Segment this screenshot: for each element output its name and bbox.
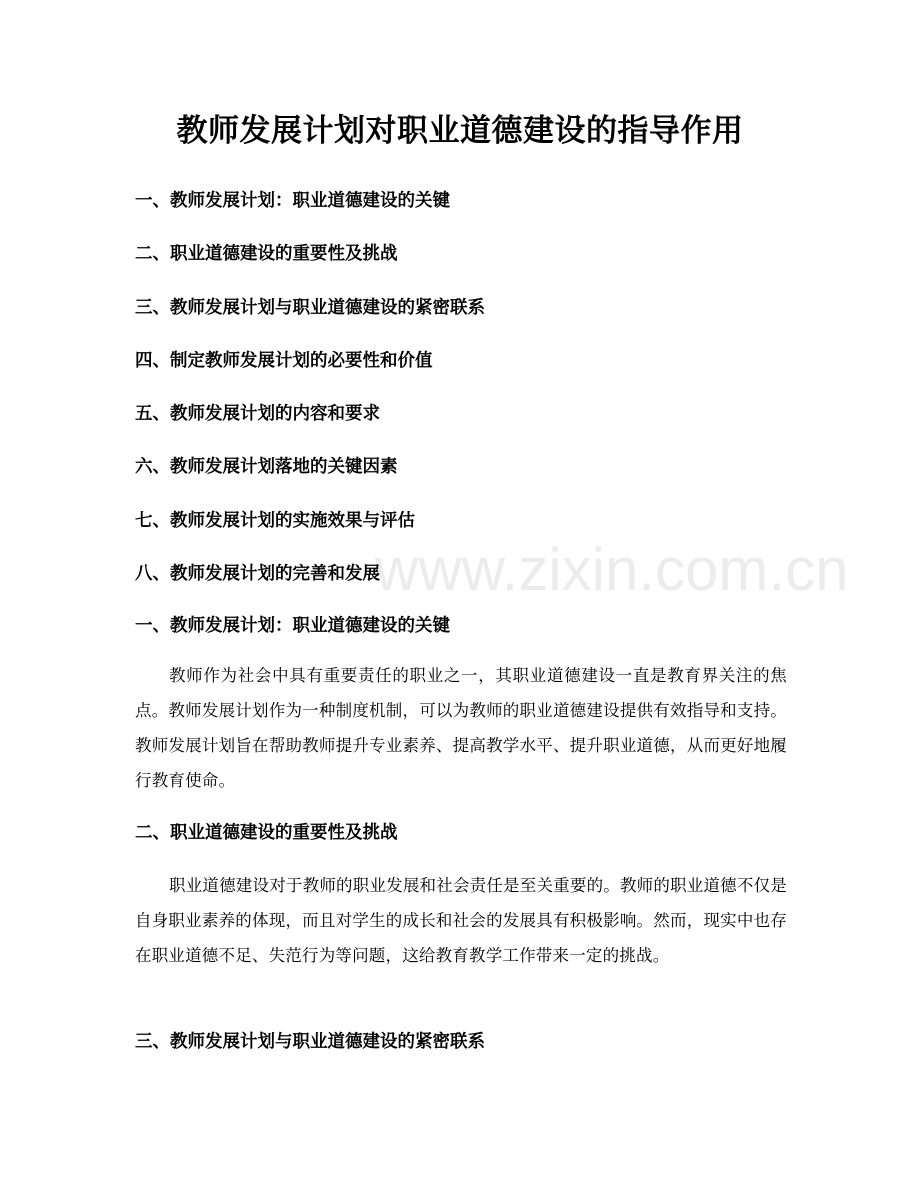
toc-item: 二、职业道德建设的重要性及挑战 (135, 244, 398, 265)
toc-item: 六、教师发展计划落地的关键因素 (135, 457, 398, 478)
table-of-contents (135, 186, 795, 612)
section-paragraph: 职业道德建设对于教师的职业发展和社会责任是至关重要的。教师的职业道德不仅是自身职业素养的体现，而且对学生的成长和社会的发展具有积极影响。然而，现实中也存在职业道德不足、失范行为等问题，这给教育教学工作带来一定的挑战。 (135, 876, 787, 965)
watermark: www.zixin.com.cn (375, 536, 849, 603)
toc-item: 一、教师发展计划：职业道德建设的关键 (135, 191, 450, 211)
section-heading: 一、教师发展计划：职业道德建设的关键 (135, 616, 450, 636)
section-heading: 三、教师发展计划与职业道德建设的紧密联系 (135, 1032, 485, 1052)
toc-item: 五、教师发展计划的内容和要求 (135, 404, 380, 425)
toc-item: 七、教师发展计划的实施效果与评估 (135, 510, 415, 531)
document-title: 教师发展计划对职业道德建设的指导作用 (176, 113, 744, 149)
section-heading: 二、职业道德建设的重要性及挑战 (135, 823, 398, 843)
toc-item: 三、教师发展计划与职业道德建设的紧密联系 (135, 297, 485, 318)
section-paragraph: 教师作为社会中具有重要责任的职业之一，其职业道德建设一直是教育界关注的焦点。教师发展计划作为一种制度机制，可以为教师的职业道德建设提供有效指导和支持。教师发展计划旨在帮助教师提升专业素养、提高教学水平、提升职业道德，从而更好地履行教育使命。 (135, 666, 787, 790)
toc-item: 八、教师发展计划的完善和发展 (135, 564, 380, 585)
toc-item: 四、制定教师发展计划的必要性和价值 (135, 350, 433, 371)
